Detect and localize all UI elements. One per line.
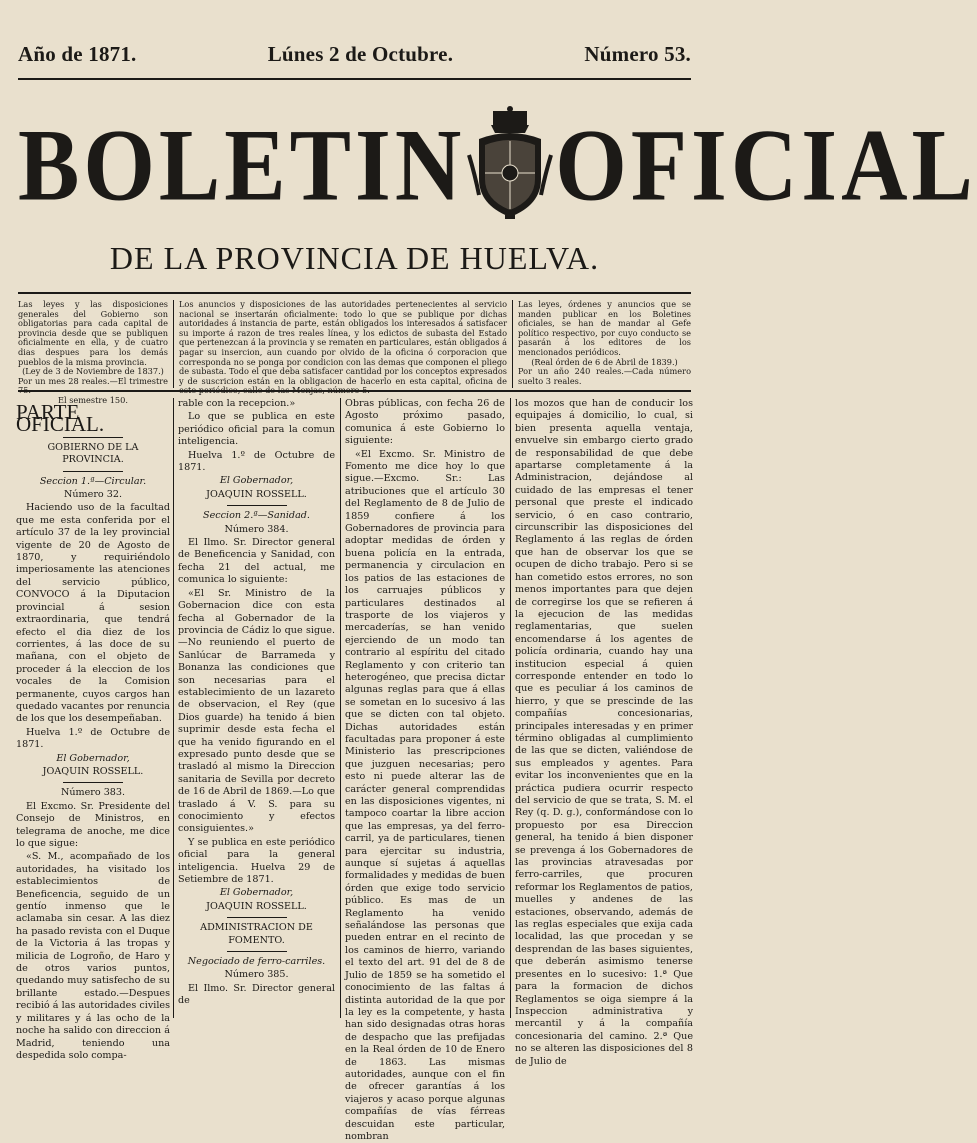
header-line [18,38,691,70]
notice-divider [512,300,513,388]
header-rule [18,78,691,80]
column-divider [173,398,174,1018]
notice-right: Las leyes, órdenes y anuncios que se manden publicar en los Boletines oficiales, se han de mandar al Gefe político respectivo, por cuyo conducto se pasarán á los editores de los mencionados periódicos. (Real órden de 6 de Abril de 1839.) Por un año 240 reales.—Cada número suelto 3 reales. [518,299,691,386]
column-2: rable con la recepcion.» Lo que se publica en este periódico oficial para la comun inteligencia. Huelva 1.º de Octubre de 1871. El Gobernador, JOAQUIN ROSSELL. Seccion 2.ª—Sanidad. Número 384. El Ilmo. Sr. Director general de Beneficencia y Sanidad, con fecha 21 del actual, me comunica lo siguiente: «El Sr. Ministro de la Gobernacion dice con esta fecha al Gobernador de la provincia de Cádiz lo que sigue.—No reuniendo el puerto de Sanlúcar de Barrameda y Bonanza las condiciones que son necesarias para el establecimiento de un lazareto de observacion, el Rey (que Dios guarde) ha tenido á bien suprimir desde esta fecha el que ha venido figurando en el expresado punto desde que se trasladó al mismo la Direccion sanitaria de Sevilla por decreto de 16 de Abril de 1869.—Lo que traslado á V. S. para su conocimiento y efectos consiguientes.» Y se publica en este periódico oficial para la general inteligencia. Huelva 29 de Setiembre de 1871. El Gobernador, JOAQUIN ROSSELL. ADMINISTRACION DE FOMENTO. Negociado de ferro-carriles. Número 385. El Ilmo. Sr. Director general de [178,398,335,1007]
masthead-left-word: BOLETIN [18,107,466,223]
column-4: los mozos que han de conducir los equipajes á domicilio, lo cual, si bien presenta aquella ventaja, envuelve sin embargo cierto grado de responsabilidad de que debe apartarse completamente á la Administracion, dejándose al cuidado de las empresas el tener personal que preste el indicado servicio, ó en caso contrario, circunscribir las disposiciones del Reglamento á las reglas de órden que han de observar los que se ocupen de dicho trabajo. Pero si se han cometido estos errores, no son menos importantes para que dejen de corregirse los que se refieren á la ejecucion de las medidas reglamentarias, que suelen encomendarse á los agentes de policía ordinaria, cuando hay una institucion especial á quien corresponde entender en todo lo que es peculiar á los caminos de hierro, y que se prescinde de las compañías concesionarias, principales interesadas y en primer término obligadas al cumplimiento de las que se dicten, valiéndose de sus empleados y agentes. Para evitar los inconvenientes que en la práctica pudiera ocurrir respecto del servicio de que se trata, S. M. el Rey (q. D. g.), conformándose con lo propuesto por esa Direccion general, ha tenido á bien disponer se prevenga á los Gobernadores de las provincias atravesadas por ferro-carriles, que procuren reformar los Reglamentos de patios, muelles y andenes de las estaciones, observando, además de las reglas especiales que exija cada localidad, las que procedan y se desprendan de las bases siguientes, que deberán asimismo tenerse presentes en lo sucesivo: 1.ª Que para la formacion de dichos Reglamentos se oiga siempre á la Inspeccion administrativa y mercantil y á la compañía concesionaria del camino. 2.ª Que no se alteren las disposiciones del 8 de Julio de [515,398,693,1067]
column-3: Obras públicas, con fecha 26 de Agosto próximo pasado, comunica á este Gobierno lo siguiente: «El Excmo. Sr. Ministro de Fomento me dice hoy lo que sigue.—Excmo. Sr.: Las atribuciones que el artículo 30 del Reglamento de 8 de Julio de 1859 confiere á los Gobernadores de provincia para adoptar medidas de órden y buena policía en la entrada, permanencia y circulacion en los patios de las estaciones de los carruajes públicos y particulares destinados al trasporte de los viajeros y mercaderías, se han venido ejerciendo de un modo tan contrario al espíritu del citado Reglamento y con criterio tan heterogéneo, que precisa dictar algunas reglas para que á ellas se sometan en lo sucesivo á las que se dicten con tal objeto. Dichas autoridades están facultadas para proponer á este Ministerio las prescripciones que juzguen necesarias; pero esto ni puede alterar las de carácter general comprendidas en las disposiciones vigentes, ni tampoco coartar la libre accion que las empresas, ya del ferro-carril, ya de particulares, tienen para ejercitar su industria, aunque sí sujetas á aquellas formalidades y medidas de buen órden que exige todo servicio público. Es mas de un Reglamento ha venido señalándose las personas que pueden entrar en el recinto de los caminos de hierro, variando el texto del art. 91 del de 8 de Julio de 1859 se ha sometido el conocimiento de las faltas á distinta autoridad de la que por la ley es la competente, y hasta han sido designadas otras horas de despacho que las prefijadas en la Real órden de 10 de Enero de 1863. Las mismas autoridades, aunque con el fin de ofrecer garantías á los viajeros y acaso porque algunas compañías de vías férreas descuidan este particular, nombran [345,398,505,1142]
issue-number: Número 53. [584,41,691,66]
masthead [18,107,977,223]
notice-left: Las leyes y las disposiciones generales del Gobierno son obligatorias para cada capital de provincia desde que se publiquen oficialmente en ella, y de cuatro dias despues para los demás pueblos de la misma provincia. (Ley de 3 de Noviembre de 1837.) Por un mes 28 reales.—El trimestre 75. El semestre 150. [18,299,168,405]
issue-year: Año de 1871. [18,41,137,66]
notice-center: Los anuncios y disposiciones de las autoridades pertenecientes al servicio nacional se insertarán oficialmente: todo lo que se publique por dichas autoridades á instancia de parte, están obligados los interesados á satisfacer su importe á razon de tres reales línea, y los edictos de subasta del Estado que pertenezcan á la provincia y se rematen en particulares, están obligados á pagar su insercion, aun cuando por olvido de la oficina ó corporacion que corresponda no se ponga por condicion con las demas que componen el pliego de subasta. Todo el que deba satisfacer cantidad por los conceptos expresados y de suscricion están en la obligacion de hacerlo en esta capital, oficina de este periódico, calle de las Monjas, número 5. [179,299,507,396]
column-1: PARTE OFICIAL. GOBIERNO DE LA PROVINCIA. Seccion 1.ª—Circular. Número 32. Haciendo uso de la facultad que me esta conferida por el artículo 37 de la ley provincial vigente de 20 de Agosto de 1870, y requiriéndolo imperiosamente las atenciones del servicio público, CONVOCO á la Diputacion provincial á sesion extraordinaria, que tendrá efecto el dia diez de los corrientes, á las doce de su mañana, con el objeto de proceder á la eleccion de los vocales de la Comision permanente, cuyos cargos han quedado vacantes por renuncia de los que los desempeñaban. Huelva 1.º de Octubre de 1871. El Gobernador, JOAQUIN ROSSELL. Número 383. El Excmo. Sr. Presidente del Consejo de Ministros, en telegrama de anoche, me dice lo que sigue: «S. M., acompañado de los autoridades, ha visitado los establecimientos de Beneficencia, seguido de un gentío inmenso que le aclamaba sin cesar. A las diez ha pasado revista con el Duque de la Victoria á las tropas y milicia de Logroño, de Haro y de otros varios puntos, quedando muy satisfecho de su brillante estado.—Despues recibió á las autoridades civiles y militares y á las ocho de la noche ha salido con direccion á Madrid, teniendo una despedida solo compa- [16,400,170,1061]
coat-of-arms-icon [465,105,555,225]
masthead-right-word: OFICIAL [555,107,977,223]
notice-bottom-rule [18,390,691,392]
section-heading: PARTE OFICIAL. [16,400,105,437]
column-divider [340,398,341,1018]
notice-divider [173,300,174,388]
masthead-subtitle: DE LA PROVINCIA DE HUELVA. [109,240,600,276]
column-divider [510,398,511,1018]
notice-top-rule [18,292,691,294]
gov-heading: GOBIERNO DE LA PROVINCIA. [47,441,139,466]
issue-date: Lúnes 2 de Octubre. [267,41,454,66]
